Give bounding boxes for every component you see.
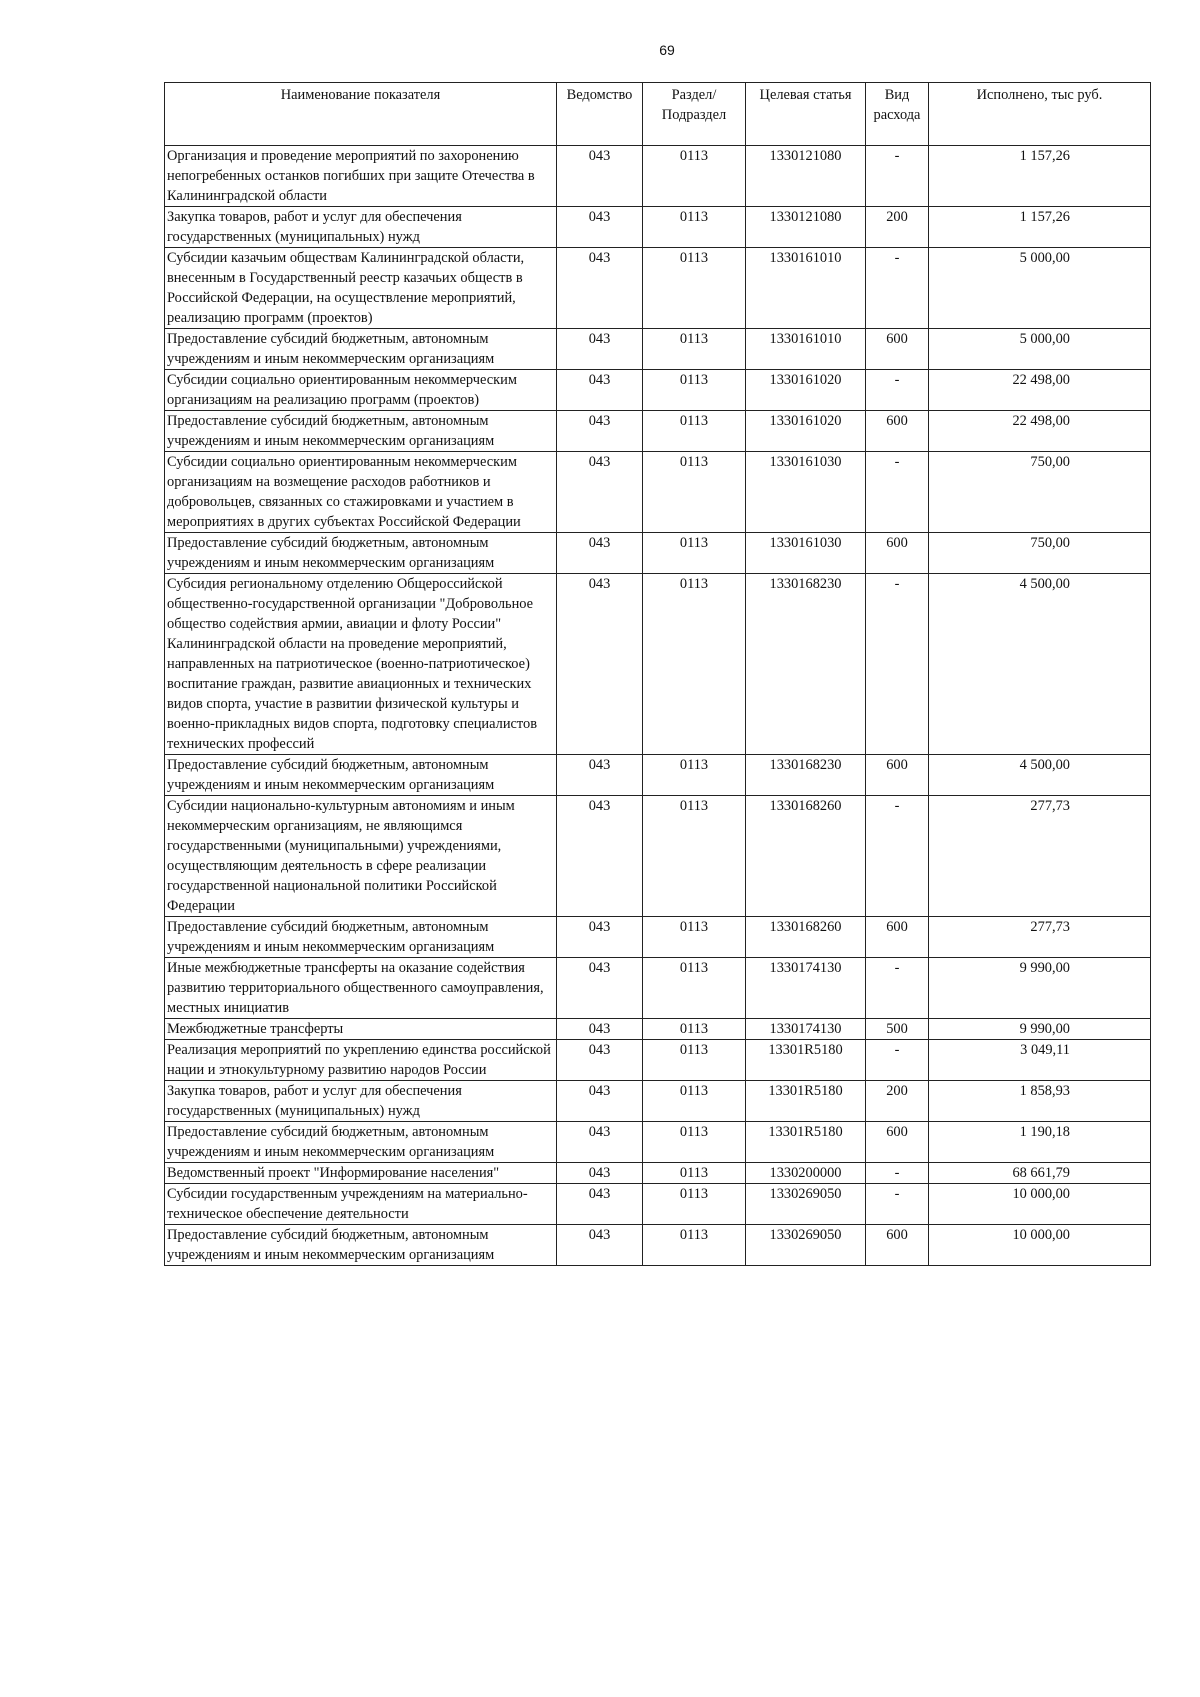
table-row bbox=[165, 370, 1151, 411]
row-department: 043 bbox=[557, 1184, 643, 1225]
table-row bbox=[165, 1122, 1151, 1163]
row-target: 13301R5180 bbox=[746, 1122, 866, 1163]
row-expense-type: 200 bbox=[866, 207, 929, 248]
row-target: 1330121080 bbox=[746, 146, 866, 207]
header-department: Ведомство bbox=[557, 83, 643, 146]
row-department: 043 bbox=[557, 1225, 643, 1266]
table-row bbox=[165, 533, 1151, 574]
row-section: 0113 bbox=[643, 452, 746, 533]
row-department: 043 bbox=[557, 1122, 643, 1163]
row-department: 043 bbox=[557, 248, 643, 329]
row-section: 0113 bbox=[643, 1225, 746, 1266]
header-section bbox=[643, 83, 746, 146]
row-name: Субсидии государственным учреждениям на материально-техническое обеспечение деятельности bbox=[165, 1184, 557, 1225]
table-row bbox=[165, 1163, 1151, 1184]
table-row bbox=[165, 452, 1151, 533]
row-amount: 9 990,00 bbox=[929, 958, 1151, 1019]
row-name: Субсидии национально-культурным автономиям и иным некоммерческим организациям, не являющимся государственными (муниципальными) учреждениями, осуществляющим деятельность в сфере реализации государственной национальной политики Российской Федерации bbox=[165, 796, 557, 917]
table-row bbox=[165, 1225, 1151, 1266]
row-target: 1330161010 bbox=[746, 329, 866, 370]
row-target: 1330168230 bbox=[746, 574, 866, 755]
row-target: 1330269050 bbox=[746, 1184, 866, 1225]
table-header-row bbox=[165, 83, 1151, 146]
row-name: Реализация мероприятий по укреплению единства российской нации и этнокультурному развитию народов России bbox=[165, 1040, 557, 1081]
row-section: 0113 bbox=[643, 574, 746, 755]
row-amount: 68 661,79 bbox=[929, 1163, 1151, 1184]
row-department: 043 bbox=[557, 1081, 643, 1122]
row-section: 0113 bbox=[643, 370, 746, 411]
row-target: 1330168230 bbox=[746, 755, 866, 796]
row-section: 0113 bbox=[643, 411, 746, 452]
table-row bbox=[165, 1040, 1151, 1081]
row-expense-type: 200 bbox=[866, 1081, 929, 1122]
budget-table bbox=[164, 82, 1151, 1266]
row-section: 0113 bbox=[643, 917, 746, 958]
row-expense-type: 600 bbox=[866, 1122, 929, 1163]
row-name: Ведомственный проект "Информирование населения" bbox=[165, 1163, 557, 1184]
row-target: 1330174130 bbox=[746, 958, 866, 1019]
row-section: 0113 bbox=[643, 958, 746, 1019]
table-row bbox=[165, 1019, 1151, 1040]
row-expense-type: 600 bbox=[866, 533, 929, 574]
row-name: Субсидии социально ориентированным некоммерческим организациям на реализацию программ (проектов) bbox=[165, 370, 557, 411]
row-section: 0113 bbox=[643, 1081, 746, 1122]
table-row bbox=[165, 248, 1151, 329]
row-section: 0113 bbox=[643, 1040, 746, 1081]
row-target: 1330269050 bbox=[746, 1225, 866, 1266]
row-expense-type: - bbox=[866, 958, 929, 1019]
row-department: 043 bbox=[557, 796, 643, 917]
row-section: 0113 bbox=[643, 248, 746, 329]
row-name: Предоставление субсидий бюджетным, автономным учреждениям и иным некоммерческим организациям bbox=[165, 1122, 557, 1163]
row-amount: 4 500,00 bbox=[929, 574, 1151, 755]
row-amount: 1 157,26 bbox=[929, 146, 1151, 207]
row-target: 1330200000 bbox=[746, 1163, 866, 1184]
row-department: 043 bbox=[557, 1019, 643, 1040]
table-row bbox=[165, 146, 1151, 207]
row-name: Предоставление субсидий бюджетным, автономным учреждениям и иным некоммерческим организациям bbox=[165, 533, 557, 574]
row-amount: 277,73 bbox=[929, 917, 1151, 958]
row-amount: 750,00 bbox=[929, 533, 1151, 574]
row-amount: 4 500,00 bbox=[929, 755, 1151, 796]
row-name: Субсидии социально ориентированным некоммерческим организациям на возмещение расходов работников и добровольцев, связанных со стажировками и участием в мероприятиях в других субъектах Российской Федерации bbox=[165, 452, 557, 533]
header-amount: Исполнено, тыс руб. bbox=[929, 83, 1151, 146]
row-amount: 1 190,18 bbox=[929, 1122, 1151, 1163]
row-amount: 22 498,00 bbox=[929, 411, 1151, 452]
row-amount: 1 858,93 bbox=[929, 1081, 1151, 1122]
row-expense-type: - bbox=[866, 1184, 929, 1225]
row-name: Организация и проведение мероприятий по захоронению непогребенных останков погибших при защите Отечества в Калининградской области bbox=[165, 146, 557, 207]
row-expense-type: - bbox=[866, 146, 929, 207]
row-name: Закупка товаров, работ и услуг для обеспечения государственных (муниципальных) нужд bbox=[165, 1081, 557, 1122]
row-name: Субсидия региональному отделению Общероссийской общественно-государственной организации "Добровольное общество содействия армии, авиации и флоту России" Калининградской области на проведение мероприятий, направленных на патриотическое (военно-патриотическое) воспитание граждан, развитие авиационных и технических видов спорта, участие в развитии физической культуры и военно-прикладных видов спорта, подготовку специалистов технических профессий bbox=[165, 574, 557, 755]
row-name: Предоставление субсидий бюджетным, автономным учреждениям и иным некоммерческим организациям bbox=[165, 329, 557, 370]
row-section: 0113 bbox=[643, 755, 746, 796]
row-target: 13301R5180 bbox=[746, 1040, 866, 1081]
row-amount: 22 498,00 bbox=[929, 370, 1151, 411]
header-expense-line1: Вид bbox=[884, 87, 910, 103]
table-row bbox=[165, 207, 1151, 248]
row-target: 13301R5180 bbox=[746, 1081, 866, 1122]
row-department: 043 bbox=[557, 452, 643, 533]
row-target: 1330161030 bbox=[746, 533, 866, 574]
row-target: 1330168260 bbox=[746, 796, 866, 917]
row-expense-type: 600 bbox=[866, 755, 929, 796]
row-target: 1330161010 bbox=[746, 248, 866, 329]
row-department: 043 bbox=[557, 370, 643, 411]
row-target: 1330161020 bbox=[746, 411, 866, 452]
row-amount: 277,73 bbox=[929, 796, 1151, 917]
table-row bbox=[165, 917, 1151, 958]
table-row bbox=[165, 411, 1151, 452]
row-amount: 750,00 bbox=[929, 452, 1151, 533]
row-name: Субсидии казачьим обществам Калининградской области, внесенным в Государственный реестр казачьих обществ в Российской Федерации, на осуществление мероприятий, реализацию программ (проектов) bbox=[165, 248, 557, 329]
table-row bbox=[165, 329, 1151, 370]
row-target: 1330161030 bbox=[746, 452, 866, 533]
row-section: 0113 bbox=[643, 1019, 746, 1040]
table-row bbox=[165, 1184, 1151, 1225]
table-row bbox=[165, 574, 1151, 755]
row-expense-type: - bbox=[866, 574, 929, 755]
row-section: 0113 bbox=[643, 1122, 746, 1163]
row-name: Предоставление субсидий бюджетным, автономным учреждениям и иным некоммерческим организациям bbox=[165, 1225, 557, 1266]
row-expense-type: 500 bbox=[866, 1019, 929, 1040]
row-name: Иные межбюджетные трансферты на оказание содействия развитию территориального общественного самоуправления, местных инициатив bbox=[165, 958, 557, 1019]
row-department: 043 bbox=[557, 1040, 643, 1081]
row-section: 0113 bbox=[643, 207, 746, 248]
row-section: 0113 bbox=[643, 1163, 746, 1184]
row-expense-type: - bbox=[866, 452, 929, 533]
row-section: 0113 bbox=[643, 1184, 746, 1225]
row-target: 1330168260 bbox=[746, 917, 866, 958]
row-expense-type: 600 bbox=[866, 329, 929, 370]
header-section-line2: Подраздел bbox=[661, 107, 727, 123]
row-expense-type: - bbox=[866, 248, 929, 329]
row-department: 043 bbox=[557, 1163, 643, 1184]
row-expense-type: - bbox=[866, 1163, 929, 1184]
header-expense-line2: расхода bbox=[873, 107, 921, 123]
row-name: Закупка товаров, работ и услуг для обеспечения государственных (муниципальных) нужд bbox=[165, 207, 557, 248]
row-target: 1330174130 bbox=[746, 1019, 866, 1040]
row-department: 043 bbox=[557, 574, 643, 755]
row-amount: 5 000,00 bbox=[929, 329, 1151, 370]
header-name: Наименование показателя bbox=[165, 83, 557, 146]
row-department: 043 bbox=[557, 146, 643, 207]
row-section: 0113 bbox=[643, 533, 746, 574]
row-expense-type: - bbox=[866, 370, 929, 411]
header-section-line1: Раздел/ bbox=[671, 87, 717, 103]
row-section: 0113 bbox=[643, 796, 746, 917]
row-expense-type: 600 bbox=[866, 1225, 929, 1266]
row-name: Предоставление субсидий бюджетным, автономным учреждениям и иным некоммерческим организациям bbox=[165, 917, 557, 958]
row-department: 043 bbox=[557, 755, 643, 796]
table-row bbox=[165, 1081, 1151, 1122]
row-name: Предоставление субсидий бюджетным, автономным учреждениям и иным некоммерческим организациям bbox=[165, 755, 557, 796]
row-expense-type: - bbox=[866, 796, 929, 917]
table-row bbox=[165, 755, 1151, 796]
row-expense-type: 600 bbox=[866, 917, 929, 958]
row-amount: 1 157,26 bbox=[929, 207, 1151, 248]
row-expense-type: 600 bbox=[866, 411, 929, 452]
table-body bbox=[165, 146, 1151, 1266]
row-amount: 5 000,00 bbox=[929, 248, 1151, 329]
row-amount: 9 990,00 bbox=[929, 1019, 1151, 1040]
row-amount: 10 000,00 bbox=[929, 1225, 1151, 1266]
row-amount: 10 000,00 bbox=[929, 1184, 1151, 1225]
row-name: Предоставление субсидий бюджетным, автономным учреждениям и иным некоммерческим организациям bbox=[165, 411, 557, 452]
table-row bbox=[165, 796, 1151, 917]
row-section: 0113 bbox=[643, 329, 746, 370]
header-target: Целевая статья bbox=[746, 83, 866, 146]
row-target: 1330161020 bbox=[746, 370, 866, 411]
row-department: 043 bbox=[557, 329, 643, 370]
header-expense-type bbox=[866, 83, 929, 146]
row-amount: 3 049,11 bbox=[929, 1040, 1151, 1081]
page-number: 69 bbox=[659, 42, 675, 58]
row-department: 043 bbox=[557, 533, 643, 574]
row-department: 043 bbox=[557, 917, 643, 958]
row-section: 0113 bbox=[643, 146, 746, 207]
row-target: 1330121080 bbox=[746, 207, 866, 248]
row-department: 043 bbox=[557, 958, 643, 1019]
table-row bbox=[165, 958, 1151, 1019]
row-department: 043 bbox=[557, 411, 643, 452]
row-expense-type: - bbox=[866, 1040, 929, 1081]
row-department: 043 bbox=[557, 207, 643, 248]
row-name: Межбюджетные трансферты bbox=[165, 1019, 557, 1040]
